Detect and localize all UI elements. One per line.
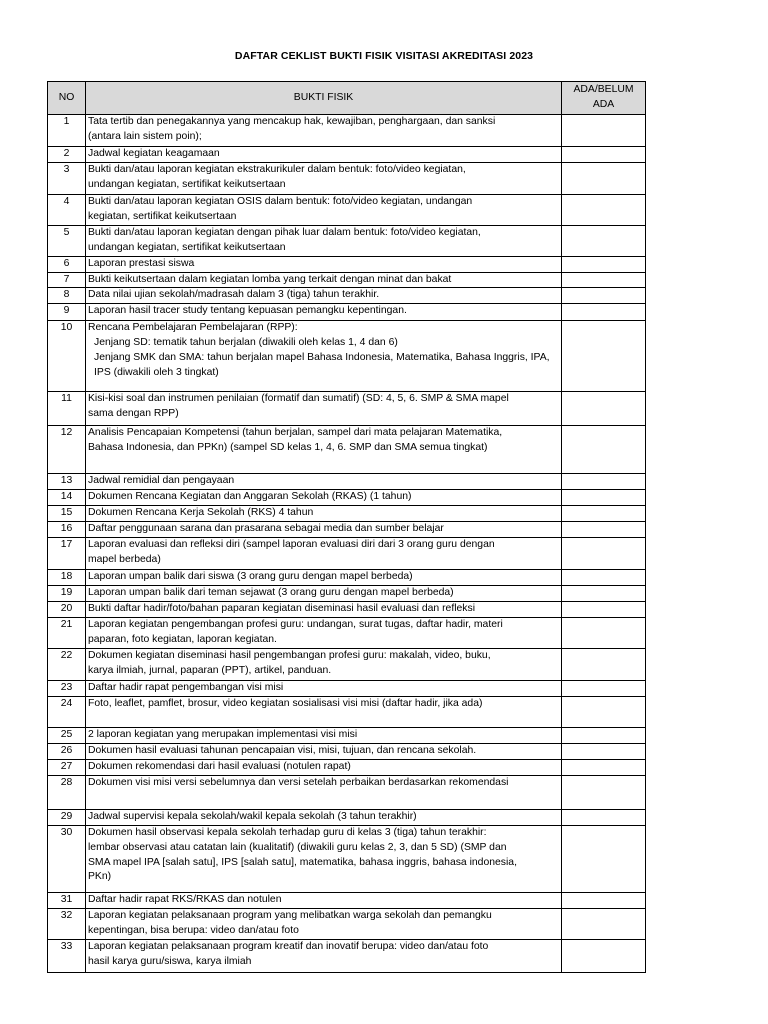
description-sub-line: Jenjang SD: tematik tahun berjalan (diwakili oleh kelas 1, 4 dan 6): [94, 337, 398, 349]
description-line: Data nilai ujian sekolah/madrasah dalam 3 (tiga) tahun terakhir.: [88, 289, 380, 301]
description-line: Daftar penggunaan sarana dan prasarana sebagai media dan sumber belajar: [88, 523, 444, 535]
ada-checkbox-cell[interactable]: [562, 649, 646, 681]
table-row: [48, 826, 646, 893]
description-line: Laporan hasil tracer study tentang kepuasan pemangku kepentingan.: [88, 305, 407, 317]
table-row: [48, 162, 646, 194]
description-line: Bukti dan/atau laporan kegiatan ekstrakurikuler dalam bentuk: foto/video kegiatan,: [88, 163, 466, 175]
table-row: [48, 728, 646, 744]
ada-checkbox-cell[interactable]: [562, 506, 646, 522]
description-line: sama dengan RPP): [88, 408, 179, 420]
table-row: [48, 506, 646, 522]
evidence-description: [86, 728, 562, 744]
table-row: [48, 288, 646, 304]
ada-checkbox-cell[interactable]: [562, 728, 646, 744]
description-line: Tata tertib dan penegakannya yang mencakup hak, kewajiban, penghargaan, dan sanksi: [88, 116, 496, 127]
ada-checkbox-cell[interactable]: [562, 194, 646, 225]
table-row: [48, 681, 646, 697]
row-number: 19: [48, 586, 86, 602]
row-number: 27: [48, 760, 86, 776]
description-line: Bukti dan/atau laporan kegiatan OSIS dalam bentuk: foto/video kegiatan, undangan: [88, 195, 473, 207]
row-number: 1: [48, 115, 86, 147]
description-line: Analisis Pencapaian Kompetensi (tahun berjalan, sampel dari mata pelajaran Matematika,: [88, 427, 503, 439]
row-number: 14: [48, 490, 86, 506]
table-row: [48, 570, 646, 586]
description-line: Dokumen hasil observasi kepala sekolah terhadap guru di kelas 3 (tiga) tahun terakhir:: [88, 827, 487, 839]
row-number: 8: [48, 288, 86, 304]
table-row: [48, 272, 646, 288]
evidence-description: [86, 115, 562, 147]
row-number: 31: [48, 893, 86, 909]
row-number: 12: [48, 426, 86, 474]
header-bukti-fisik: BUKTI FISIK: [86, 82, 562, 115]
ada-checkbox-cell[interactable]: [562, 115, 646, 147]
ada-checkbox-cell[interactable]: [562, 586, 646, 602]
row-number: 25: [48, 728, 86, 744]
ada-checkbox-cell[interactable]: [562, 225, 646, 256]
row-number: 4: [48, 194, 86, 225]
description-line: SMA mapel IPA [salah satu], IPS [salah satu], matematika, bahasa inggris, bahasa indonesia,: [88, 856, 517, 868]
ada-checkbox-cell[interactable]: [562, 288, 646, 304]
ada-checkbox-cell[interactable]: [562, 256, 646, 272]
ada-checkbox-cell[interactable]: [562, 776, 646, 810]
description-line: Daftar hadir rapat RKS/RKAS dan notulen: [88, 894, 282, 906]
row-number: 24: [48, 697, 86, 728]
evidence-description: [86, 304, 562, 321]
description-line: Kisi-kisi soal dan instrumen penilaian (formatif dan sumatif) (SD: 4, 5, 6. SMP & SMA mapel: [88, 393, 509, 405]
table-row: [48, 744, 646, 760]
table-row: [48, 522, 646, 538]
ada-checkbox-cell[interactable]: [562, 602, 646, 618]
table-row: [48, 474, 646, 490]
description-line: (antara lain sistem poin);: [88, 130, 202, 142]
ada-checkbox-cell[interactable]: [562, 490, 646, 506]
description-line: 2 laporan kegiatan yang merupakan implementasi visi misi: [88, 729, 358, 741]
header-ada-belum-ada: ADA/BELUM ADA: [562, 82, 646, 115]
ada-checkbox-cell[interactable]: [562, 893, 646, 909]
evidence-description: [86, 776, 562, 810]
ada-checkbox-cell[interactable]: [562, 681, 646, 697]
description-line: Dokumen Rencana Kegiatan dan Anggaran Sekolah (RKAS) (1 tahun): [88, 491, 412, 503]
description-line: Laporan umpan balik dari siswa (3 orang guru dengan mapel berbeda): [88, 571, 413, 583]
description-line: Laporan kegiatan pelaksanaan program yang melibatkan warga sekolah dan pemangku: [88, 910, 492, 922]
evidence-description: [86, 522, 562, 538]
row-number: 3: [48, 162, 86, 194]
table-row: [48, 538, 646, 570]
table-row: [48, 760, 646, 776]
table-row: [48, 893, 646, 909]
description-line: undangan kegiatan, sertifikat keikutsertaan: [88, 178, 286, 190]
description-line: Laporan prestasi siswa: [88, 257, 195, 269]
table-row: [48, 490, 646, 506]
description-line: Daftar hadir rapat pengembangan visi misi: [88, 682, 284, 694]
evidence-description: [86, 474, 562, 490]
description-line: kegiatan, sertifikat keikutsertaan: [88, 210, 237, 222]
description-line: paparan, foto kegiatan, laporan kegiatan.: [88, 633, 277, 645]
document-title: DAFTAR CEKLIST BUKTI FISIK VISITASI AKREDITASI 2023: [234, 50, 534, 62]
table-header-row: [48, 82, 646, 115]
row-number: 32: [48, 909, 86, 940]
table-row: [48, 115, 646, 147]
row-number: 30: [48, 826, 86, 893]
ada-checkbox-cell[interactable]: [562, 697, 646, 728]
row-number: 5: [48, 225, 86, 256]
description-line: Jadwal remidial dan pengayaan: [88, 475, 235, 487]
description-line: Jadwal supervisi kepala sekolah/wakil kepala sekolah (3 tahun terakhir): [88, 811, 417, 823]
description-line: Bukti daftar hadir/foto/bahan paparan kegiatan diseminasi hasil evaluasi dan refleksi: [88, 603, 476, 615]
description-line: karya ilmiah, jurnal, paparan (PPT), artikel, panduan.: [88, 664, 332, 676]
description-line: Laporan kegiatan pelaksanaan program kreatif dan inovatif berupa: video dan/atau foto: [88, 941, 489, 953]
evidence-description: [86, 602, 562, 618]
table-row: [48, 225, 646, 256]
table-row: [48, 147, 646, 163]
description-line: lembar observasi atau catatan lain (kualitatif) (diwakili guru kelas 2, 3, dan 5 SD) (SMP dan: [88, 841, 507, 853]
table-row: [48, 392, 646, 426]
row-number: 18: [48, 570, 86, 586]
ada-checkbox-cell[interactable]: [562, 272, 646, 288]
table-row: [48, 776, 646, 810]
checklist-table: [47, 81, 646, 973]
row-number: 22: [48, 649, 86, 681]
description-line: PKn): [88, 871, 112, 883]
ada-checkbox-cell[interactable]: [562, 522, 646, 538]
ada-checkbox-cell[interactable]: [562, 426, 646, 474]
description-line: Laporan kegiatan pengembangan profesi guru: undangan, surat tugas, daftar hadir, materi: [88, 619, 503, 631]
description-line: Dokumen hasil evaluasi tahunan pencapaian visi, misi, tujuan, dan rencana sekolah.: [88, 745, 477, 757]
evidence-description: [86, 194, 562, 225]
ada-checkbox-cell[interactable]: [562, 909, 646, 940]
ada-checkbox-cell[interactable]: [562, 570, 646, 586]
ada-checkbox-cell[interactable]: [562, 826, 646, 893]
evidence-description: [86, 810, 562, 826]
row-number: 21: [48, 618, 86, 649]
description-line: Laporan umpan balik dari teman sejawat (3 orang guru dengan mapel berbeda): [88, 587, 454, 599]
row-number: 6: [48, 256, 86, 272]
table-row: [48, 909, 646, 940]
description-line: Foto, leaflet, pamflet, brosur, video kegiatan sosialisasi visi misi (daftar hadir, jika ada): [88, 698, 483, 710]
description-line: Laporan evaluasi dan refleksi diri (sampel laporan evaluasi diri dari 3 orang guru dengan: [88, 539, 495, 551]
description-line: Dokumen rekomendasi dari hasil evaluasi (notulen rapat): [88, 761, 351, 773]
row-number: 33: [48, 940, 86, 973]
ada-checkbox-cell[interactable]: [562, 321, 646, 392]
evidence-description: [86, 697, 562, 728]
table-row: [48, 194, 646, 225]
description-line: Bukti dan/atau laporan kegiatan dengan pihak luar dalam bentuk: foto/video kegiatan,: [88, 226, 481, 238]
row-number: 9: [48, 304, 86, 321]
table-row: [48, 697, 646, 728]
evidence-description: [86, 506, 562, 522]
description-line: Rencana Pembelajaran Pembelajaran (RPP):: [88, 322, 298, 334]
table-row: [48, 810, 646, 826]
ada-checkbox-cell[interactable]: [562, 147, 646, 163]
evidence-description: [86, 649, 562, 681]
ada-checkbox-cell[interactable]: [562, 304, 646, 321]
row-number: 23: [48, 681, 86, 697]
row-number: 26: [48, 744, 86, 760]
evidence-description: [86, 909, 562, 940]
table-row: [48, 321, 646, 392]
row-number: 10: [48, 321, 86, 392]
ada-checkbox-cell[interactable]: [562, 162, 646, 194]
evidence-description: [86, 225, 562, 256]
evidence-description: [86, 681, 562, 697]
ada-checkbox-cell[interactable]: [562, 760, 646, 776]
ada-checkbox-cell[interactable]: [562, 744, 646, 760]
evidence-description: [86, 256, 562, 272]
description-line: Dokumen kegiatan diseminasi hasil pengembangan profesi guru: makalah, video, buku,: [88, 650, 491, 662]
table-row: [48, 940, 646, 973]
table-row: [48, 602, 646, 618]
table-row: [48, 586, 646, 602]
evidence-description: [86, 162, 562, 194]
ada-checkbox-cell[interactable]: [562, 392, 646, 426]
description-line: Dokumen Rencana Kerja Sekolah (RKS) 4 tahun: [88, 507, 314, 519]
evidence-description: [86, 570, 562, 586]
row-number: 16: [48, 522, 86, 538]
evidence-description: [86, 760, 562, 776]
description-line: Bahasa Indonesia, dan PPKn) (sampel SD kelas 1, 4, 6. SMP dan SMA semua tingkat): [88, 442, 488, 454]
ada-checkbox-cell[interactable]: [562, 538, 646, 570]
row-number: 17: [48, 538, 86, 570]
checklist-body: [48, 115, 646, 973]
evidence-description: [86, 392, 562, 426]
row-number: 7: [48, 272, 86, 288]
description-line: Bukti keikutsertaan dalam kegiatan lomba yang terkait dengan minat dan bakat: [88, 273, 452, 285]
evidence-description: [86, 618, 562, 649]
evidence-description: [86, 826, 562, 893]
ada-checkbox-cell[interactable]: [562, 810, 646, 826]
evidence-description: [86, 321, 562, 392]
row-number: 29: [48, 810, 86, 826]
description-line: Jadwal kegiatan keagamaan: [88, 148, 220, 159]
evidence-description: [86, 147, 562, 163]
table-row: [48, 426, 646, 474]
row-number: 20: [48, 602, 86, 618]
evidence-description: [86, 893, 562, 909]
description-line: undangan kegiatan, sertifikat keikutsertaan: [88, 241, 286, 253]
evidence-description: [86, 744, 562, 760]
ada-checkbox-cell[interactable]: [562, 618, 646, 649]
table-row: [48, 649, 646, 681]
evidence-description: [86, 586, 562, 602]
row-number: 13: [48, 474, 86, 490]
evidence-description: [86, 940, 562, 973]
description-line: Dokumen visi misi versi sebelumnya dan versi setelah perbaikan berdasarkan rekomendasi: [88, 777, 509, 789]
evidence-description: [86, 272, 562, 288]
row-number: 2: [48, 147, 86, 163]
evidence-description: [86, 288, 562, 304]
description-sub-line: Jenjang SMK dan SMA: tahun berjalan mapel Bahasa Indonesia, Matematika, Bahasa Inggris, IPA, IPS (diwakili oleh 3 tingkat): [94, 351, 550, 378]
table-row: [48, 304, 646, 321]
description-line: mapel berbeda): [88, 553, 161, 565]
ada-checkbox-cell[interactable]: [562, 940, 646, 973]
evidence-description: [86, 490, 562, 506]
row-number: 15: [48, 506, 86, 522]
header-no: NO: [48, 82, 86, 115]
description-line: kepentingan, bisa berupa: video dan/atau foto: [88, 924, 299, 936]
ada-checkbox-cell[interactable]: [562, 474, 646, 490]
table-row: [48, 618, 646, 649]
table-row: [48, 256, 646, 272]
row-number: 28: [48, 776, 86, 810]
description-line: hasil karya guru/siswa, karya ilmiah: [88, 955, 252, 967]
evidence-description: [86, 538, 562, 570]
evidence-description: [86, 426, 562, 474]
row-number: 11: [48, 392, 86, 426]
